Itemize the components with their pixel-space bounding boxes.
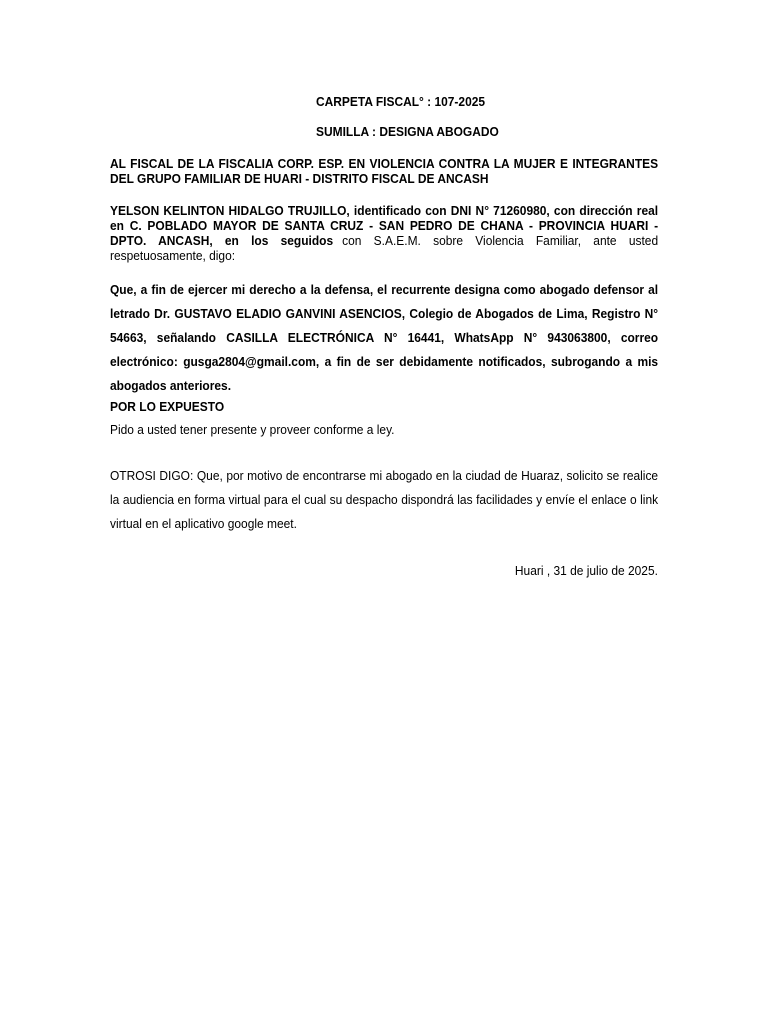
intro-bold-text: YELSON KELINTON HIDALGO TRUJILLO, identificado con DNI N° 71260980, con dirección real en C. POBLADO MAYOR DE SANTA CRUZ - SAN PEDRO DE CHANA - PROVINCIA HUARI -DPTO. ANCASH, en los seguidos — [110, 203, 659, 248]
intro-normal-text: con S.A.E.M. sobre Violencia Familiar, ante usted respetuosamente, digo: — [110, 233, 659, 263]
date-line: Huari , 31 de julio de 2025. — [514, 563, 658, 578]
otrosi-paragraph: OTROSI DIGO: Que, por motivo de encontrarse mi abogado en la ciudad de Huaraz, solicito se realice la audiencia en forma virtual para el cual su despacho dispondrá las facilidades y envíe el enlace o link virtual en el aplicativo google meet. — [110, 468, 659, 531]
case-number: CARPETA FISCAL° : 107-2025 — [316, 94, 486, 109]
por-lo-expuesto-heading: POR LO EXPUESTO — [110, 399, 225, 414]
designation-paragraph: Que, a fin de ejercer mi derecho a la defensa, el recurrente designa como abogado defensor al letrado Dr. GUSTAVO ELADIO GANVINI ASENCIOS, Colegio de Abogados de Lima, Registro N° 54663, señalando CASILLA ELECTRÓNICA N° 16441, WhatsApp N° 943063800, correo electrónico: gusga2804@gmail.com, a fin de ser debidamente notificados, subrogando a mis abogados anteriores. — [110, 282, 659, 393]
intro-paragraph — [110, 203, 658, 263]
summary-line: SUMILLA : DESIGNA ABOGADO — [316, 124, 499, 139]
addressee: AL FISCAL DE LA FISCALIA CORP. ESP. EN VIOLENCIA CONTRA LA MUJER E INTEGRANTES DEL GRUPO FAMILIAR DE HUARI - DISTRITO FISCAL DE ANCASH — [110, 156, 659, 186]
request-line: Pido a usted tener presente y proveer conforme a ley. — [110, 422, 395, 437]
